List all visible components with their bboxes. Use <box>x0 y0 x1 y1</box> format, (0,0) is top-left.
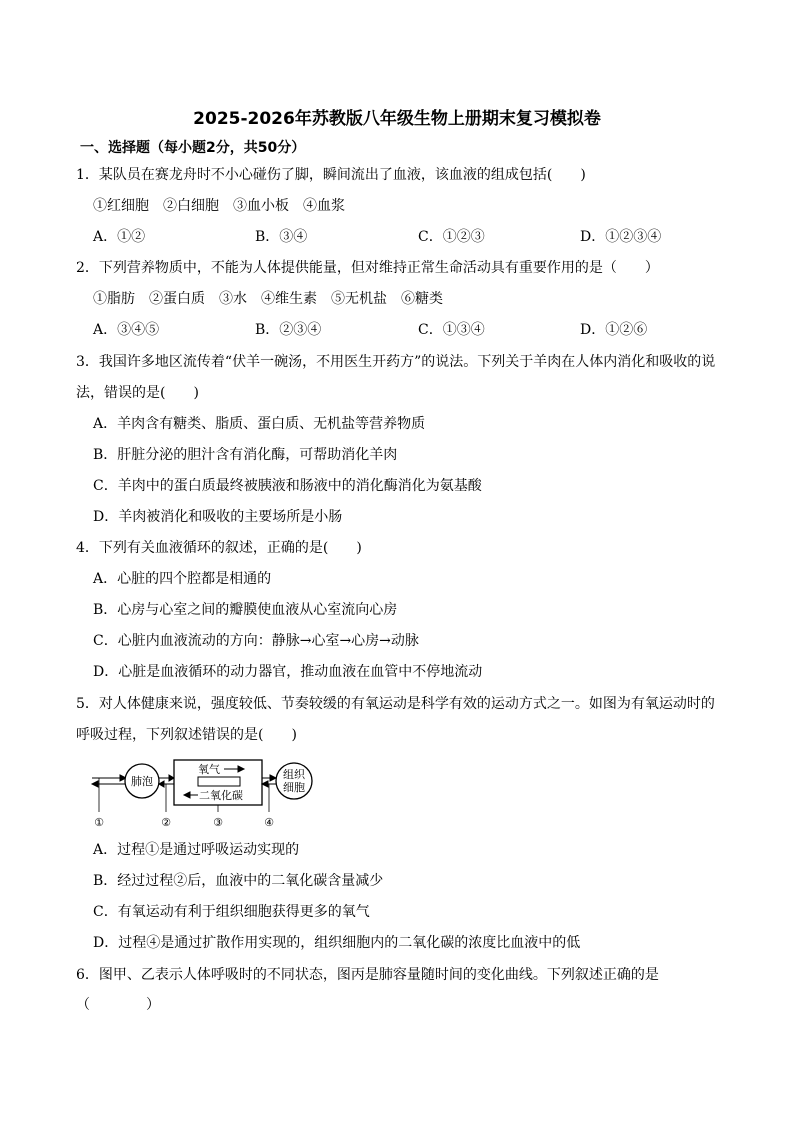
question-1-option-d: D．①②③④ <box>580 229 662 245</box>
question-4-option-b: B．心房与心室之间的瓣膜使血液从心室流向心房 <box>93 602 398 618</box>
question-2-items: ①脂肪 ②蛋白质 ③水 ④维生素 ⑤无机盐 ⑥糖类 <box>93 291 443 307</box>
question-2-option-d: D．①②⑥ <box>580 322 648 338</box>
diagram-label-2: ② <box>161 816 171 829</box>
question-1-option-a: A．①② <box>93 229 146 245</box>
oxygen-label: 氧气 <box>198 763 220 776</box>
tissue-label-1: 组织 <box>283 768 305 781</box>
question-2-stem: 2．下列营养物质中，不能为人体提供能量，但对维持正常生命活动具有重要作用的是（ ） <box>76 260 659 276</box>
question-3-stem-line1: 3．我国许多地区流传着“伏羊一碗汤，不用医生开药方”的说法。下列关于羊肉在人体内消化和吸收的说 <box>76 354 716 370</box>
question-4-option-c: C．心脏内血液流动的方向：静脉→心室→心房→动脉 <box>93 633 419 649</box>
section-heading: 一、选择题（每小题2分，共50分） <box>80 140 306 156</box>
question-1-option-b: B．③④ <box>255 229 308 245</box>
question-5-option-a: A．过程①是通过呼吸运动实现的 <box>93 842 300 858</box>
question-1-stem: 1．某队员在赛龙舟时不小心碰伤了脚，瞬间流出了血液，该血液的组成包括( ) <box>76 167 586 183</box>
question-5-option-d: D．过程④是通过扩散作用实现的，组织细胞内的二氧化碳的浓度比血液中的低 <box>93 935 581 951</box>
co2-label: 二氧化碳 <box>199 789 243 802</box>
question-1-option-c: C．①②③ <box>418 229 485 245</box>
question-5-option-b: B．经过过程②后，血液中的二氧化碳含量减少 <box>93 873 384 889</box>
diagram-label-1: ① <box>94 816 104 829</box>
question-6-stem: 6．图甲、乙表示人体呼吸时的不同状态，图丙是肺容量随时间的变化曲线。下列叙述正确的是 <box>76 967 659 983</box>
question-6-answer-paren: （ ） <box>76 997 160 1013</box>
question-4-option-d: D．心脏是血液循环的动力器官，推动血液在血管中不停地流动 <box>93 664 483 680</box>
question-4-option-a: A．心脏的四个腔都是相通的 <box>93 571 272 587</box>
question-1-items: ①红细胞 ②白细胞 ③血小板 ④血浆 <box>93 198 345 214</box>
blood-cell-rect <box>198 777 240 786</box>
question-3-option-c: C．羊肉中的蛋白质最终被胰液和肠液中的消化酶消化为氨基酸 <box>93 478 482 494</box>
question-3-option-a: A．羊肉含有糖类、脂质、蛋白质、无机盐等营养物质 <box>93 416 426 432</box>
question-5-stem-line1: 5．对人体健康来说，强度较低、节奏较缓的有氧运动是科学有效的运动方式之一。如图为有氧运动时的 <box>76 696 715 712</box>
diagram-label-4: ④ <box>264 816 274 829</box>
question-2-option-b: B．②③④ <box>255 322 322 338</box>
question-4-stem: 4．下列有关血液循环的叙述，正确的是( ) <box>76 540 362 556</box>
question-3-option-b: B．肝脏分泌的胆汁含有消化酶，可帮助消化羊肉 <box>93 447 398 463</box>
question-3-stem-line2: 法，错误的是( ) <box>76 385 199 401</box>
question-2-option-c: C．①③④ <box>418 322 485 338</box>
tissue-label-2: 细胞 <box>283 781 305 794</box>
page-title: 2025-2026年苏教版八年级生物上册期末复习模拟卷 <box>193 109 601 129</box>
question-3-option-d: D．羊肉被消化和吸收的主要场所是小肠 <box>93 509 343 525</box>
diagram-label-3: ③ <box>213 816 223 829</box>
question-2-option-a: A．③④⑤ <box>93 322 160 338</box>
question-5-option-c: C．有氧运动有利于组织细胞获得更多的氧气 <box>93 904 370 920</box>
question-5-stem-line2: 呼吸过程，下列叙述错误的是( ) <box>76 727 297 743</box>
respiration-diagram <box>86 756 322 830</box>
alveolus-label: 肺泡 <box>131 775 153 788</box>
